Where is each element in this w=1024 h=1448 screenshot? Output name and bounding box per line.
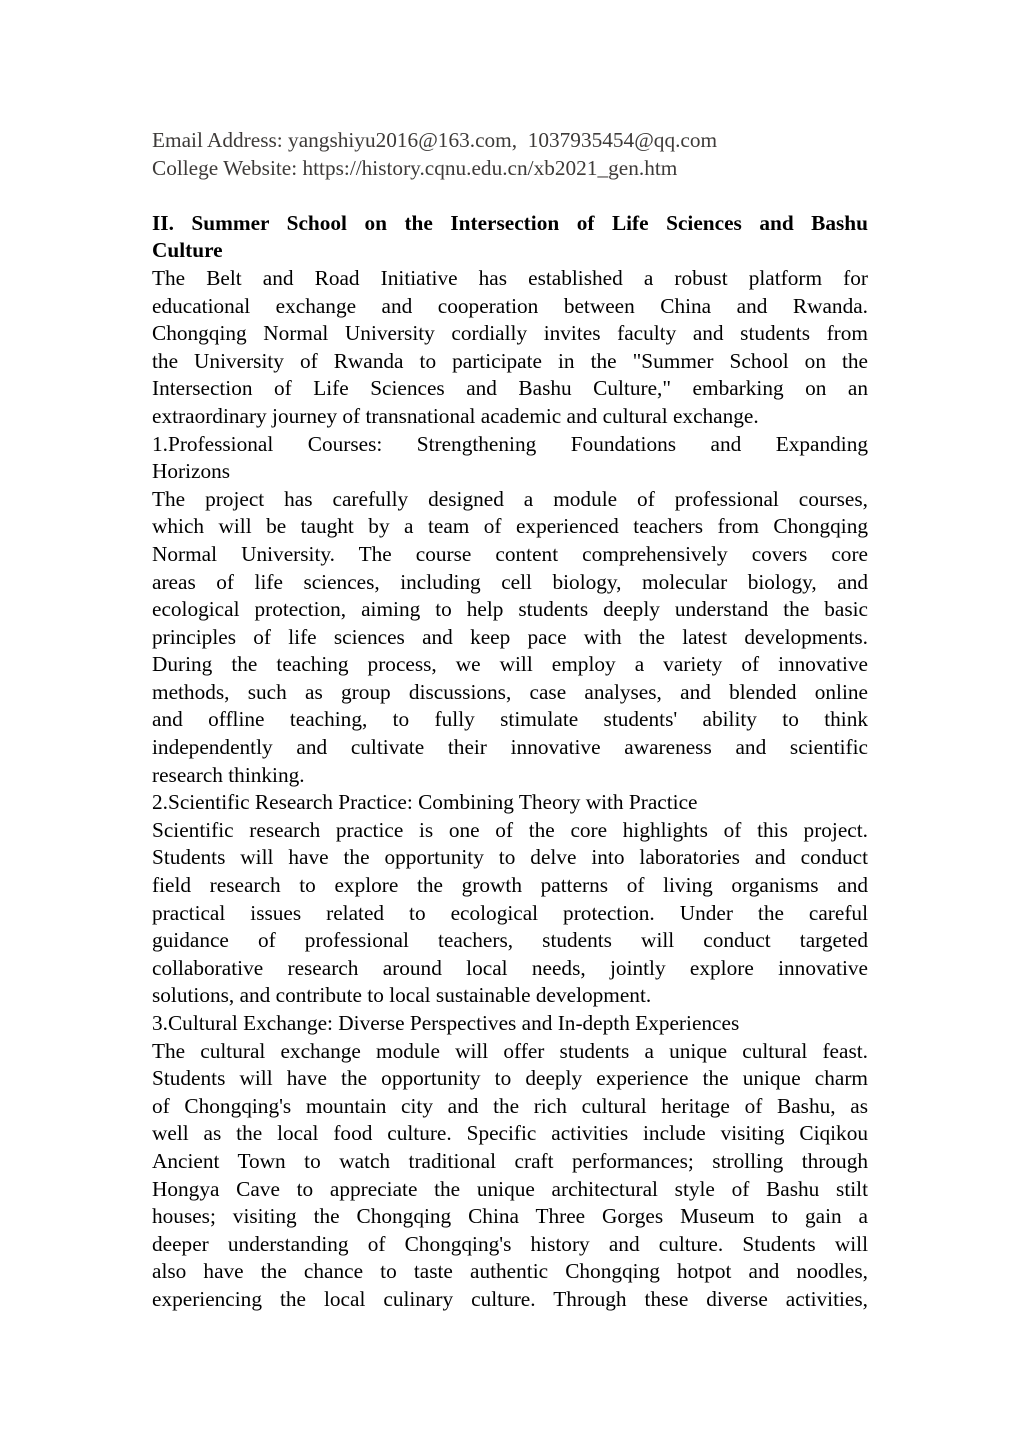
text-line: educational exchange and cooperation between China and Rwanda. <box>152 293 868 318</box>
text-line: of Chongqing's mountain city and the rich cultural heritage of Bashu, as <box>152 1093 868 1118</box>
text-line: research thinking. <box>152 762 305 787</box>
text-line: Chongqing Normal University cordially invites faculty and students from <box>152 321 868 346</box>
document-content <box>152 127 868 1314</box>
text-line: extraordinary journey of transnational academic and cultural exchange. <box>152 403 759 428</box>
text-line: The project has carefully designed a module of professional courses, <box>152 486 868 511</box>
text-line: 3.Cultural Exchange: Diverse Perspectives and In-depth Experiences <box>152 1011 740 1035</box>
text-line: During the teaching process, we will employ a variety of innovative <box>152 652 868 677</box>
text-line: independently and cultivate their innovative awareness and scientific <box>152 735 868 760</box>
subsection-3-title <box>152 1010 868 1038</box>
text-line: Normal University. The course content comprehensively covers core <box>152 541 868 566</box>
text-line: Horizons <box>152 459 231 484</box>
text-line: The Belt and Road Initiative has established a robust platform for <box>152 265 868 290</box>
subsection-1-title <box>152 431 868 486</box>
research-practice-paragraph <box>152 817 868 1010</box>
text-line: Students will have the opportunity to deeply experience the unique charm <box>152 1066 868 1091</box>
text-line: Ancient Town to watch traditional craft performances; strolling through <box>152 1148 868 1173</box>
text-line: principles of life sciences and keep pace with the latest developments. <box>152 624 868 649</box>
intro-paragraph <box>152 265 868 431</box>
text-line: Intersection of Life Sciences and Bashu Culture," embarking on an <box>152 376 868 401</box>
text-line: The cultural exchange module will offer students a unique cultural feast. <box>152 1038 868 1063</box>
text-line: well as the local food culture. Specific activities include visiting Ciqikou <box>152 1121 868 1146</box>
section-heading-line: II. Summer School on the Intersection of Life Sciences and Bashu <box>152 210 868 235</box>
text-line: which will be taught by a team of experienced teachers from Chongqing <box>152 514 868 539</box>
college-website-line: College Website: https://history.cqnu.edu.cn/xb2021_gen.htm <box>152 155 678 180</box>
text-line: houses; visiting the Chongqing China Three Gorges Museum to gain a <box>152 1204 868 1229</box>
text-line: Hongya Cave to appreciate the unique architectural style of Bashu stilt <box>152 1176 868 1201</box>
text-line: practical issues related to ecological protection. Under the careful <box>152 900 868 925</box>
text-line: the University of Rwanda to participate in the "Summer School on the <box>152 348 868 373</box>
text-line: and offline teaching, to fully stimulate students' ability to think <box>152 707 868 732</box>
text-line: 1.Professional Courses: Strengthening Foundations and Expanding <box>152 431 868 456</box>
text-line: ecological protection, aiming to help students deeply understand the basic <box>152 597 868 622</box>
cultural-exchange-paragraph <box>152 1038 868 1314</box>
text-line: field research to explore the growth patterns of living organisms and <box>152 873 868 898</box>
professional-courses-paragraph <box>152 486 868 790</box>
text-line: also have the chance to taste authentic Chongqing hotpot and noodles, <box>152 1259 868 1284</box>
contact-info <box>152 127 868 182</box>
text-line: 2.Scientific Research Practice: Combining Theory with Practice <box>152 790 698 815</box>
text-line: collaborative research around local needs, jointly explore innovative <box>152 955 868 980</box>
text-line: areas of life sciences, including cell biology, molecular biology, and <box>152 569 868 594</box>
text-line: solutions, and contribute to local sustainable development. <box>152 983 652 1008</box>
section-heading-line: Culture <box>152 238 223 263</box>
blank-line <box>152 182 868 210</box>
text-line: Students will have the opportunity to delve into laboratories and conduct <box>152 845 868 870</box>
text-line: guidance of professional teachers, students will conduct targeted <box>152 928 868 953</box>
text-line: methods, such as group discussions, case analyses, and blended online <box>152 679 868 704</box>
subsection-2-title <box>152 789 868 817</box>
section-heading <box>152 210 868 265</box>
text-line: deeper understanding of Chongqing's history and culture. Students will <box>152 1231 868 1256</box>
email-address-line: Email Address: yangshiyu2016@163.com, 1037935454@qq.com <box>152 128 718 152</box>
text-line: experiencing the local culinary culture. Through these diverse activities, <box>152 1286 868 1311</box>
text-line: Scientific research practice is one of the core highlights of this project. <box>152 817 868 842</box>
